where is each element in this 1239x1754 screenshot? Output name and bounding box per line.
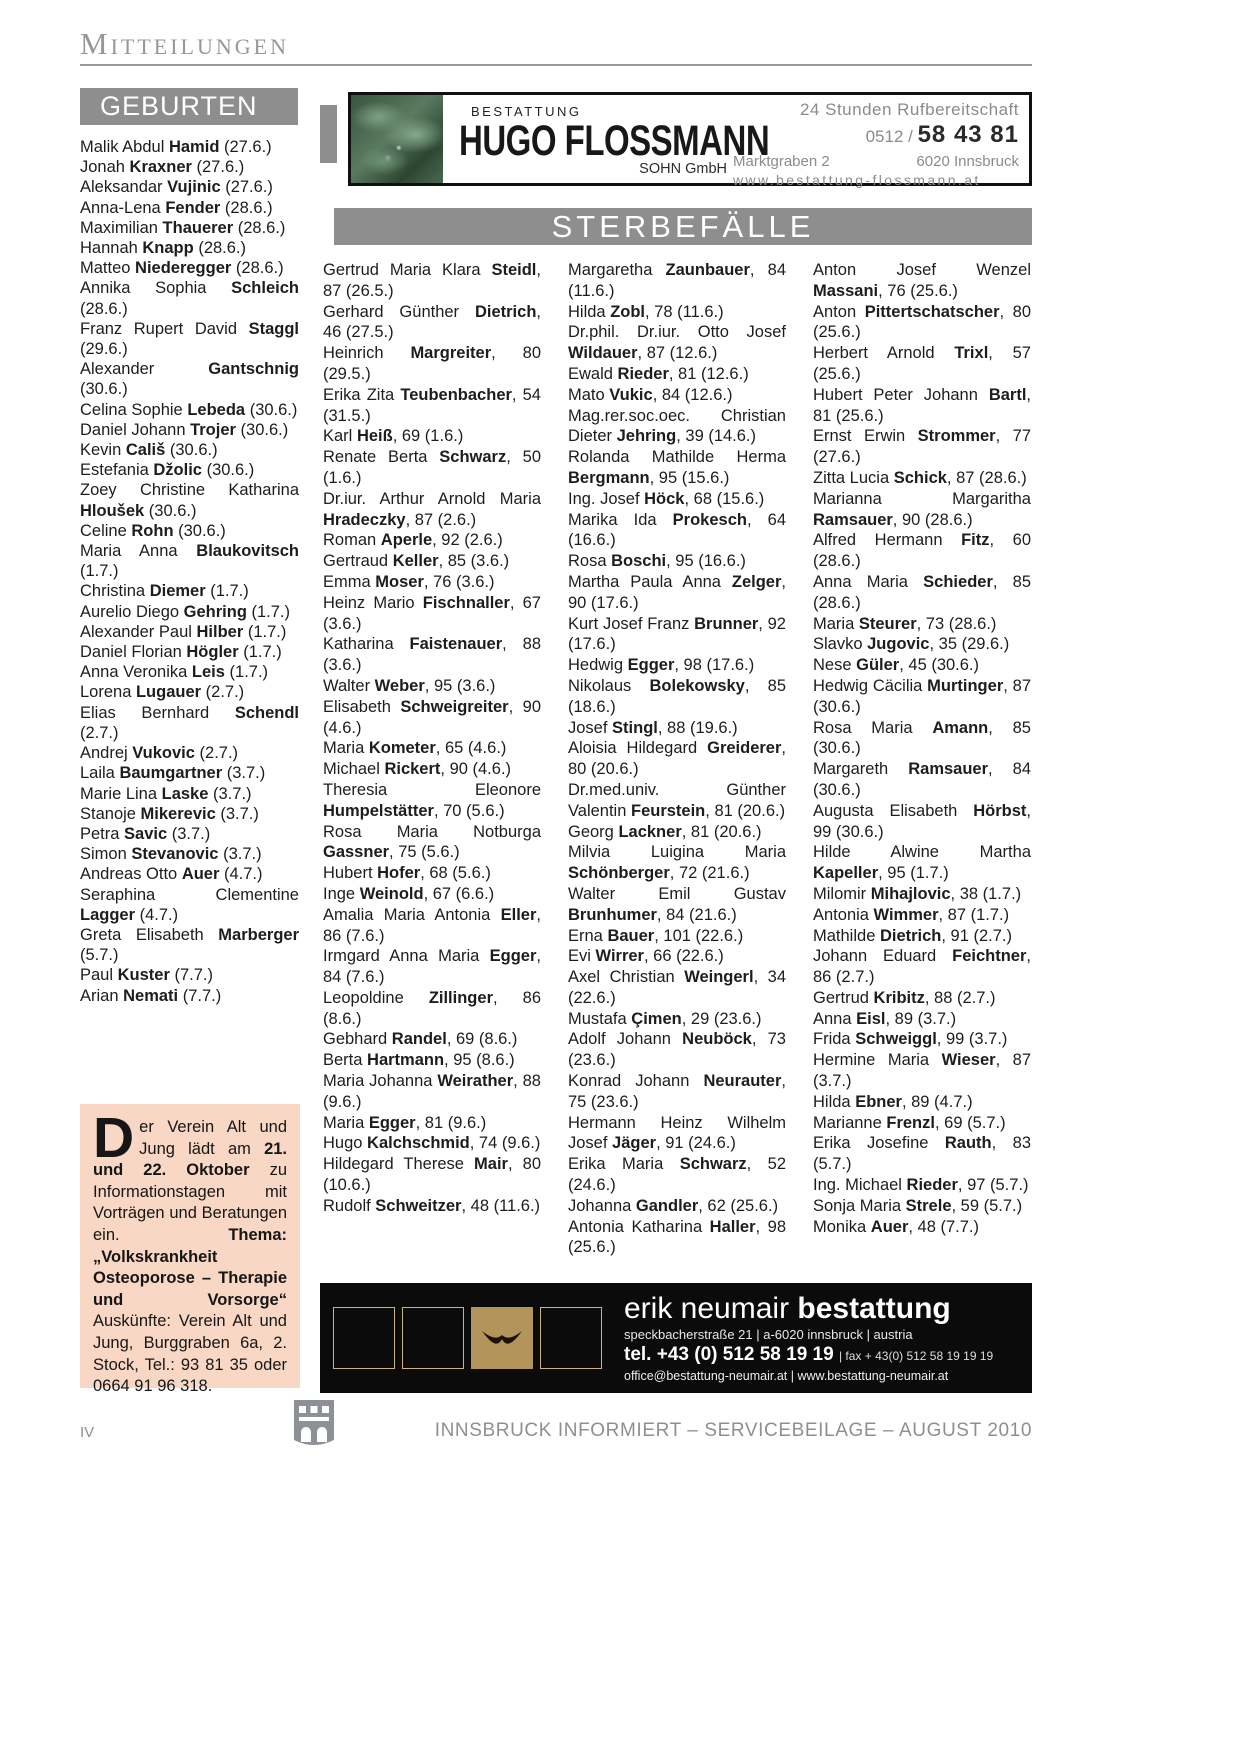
info-box-text: er Verein Alt und Jung lädt am 21. und 22. Oktober zu Informationstagen mit Vorträgen und Beratungen ein. Thema: „Volkskrankheit Osteoporose – Therapie und Vorsorge“ Auskünfte: Verein Alt und Jung, Burggraben 6a, 2. Stock, Tel.: 93 81 35 oder 0664 91 96 318. xyxy=(93,1118,288,1396)
flossmann-website: www.bestattung-flossmann.at xyxy=(733,172,981,188)
death-entry: Marianne Frenzl, 69 (5.7.) xyxy=(813,1113,1006,1132)
death-entry: Maria Johanna Weirather, 88 (9.6.) xyxy=(323,1072,541,1111)
footer-title: INNSBRUCK INFORMIERT – SERVICEBEILAGE – AUGUST 2010 xyxy=(434,1420,1032,1441)
death-entry: Berta Hartmann, 95 (8.6.) xyxy=(323,1051,515,1070)
deaths-section-title: STERBEFÄLLE xyxy=(334,208,1032,245)
death-entry: Konrad Johann Neurauter, 75 (23.6.) xyxy=(568,1072,786,1111)
birth-entry: Jonah Kraxner (27.6.) xyxy=(80,158,245,177)
death-entry: Nese Güler, 45 (30.6.) xyxy=(813,656,980,675)
dropcap: D xyxy=(93,1106,135,1170)
page-kicker: Mitteilungen xyxy=(80,26,289,61)
birth-entry: Alexander Gantschnig (30.6.) xyxy=(80,360,299,399)
birth-entry: Seraphina Clementine Lagger (4.7.) xyxy=(80,885,299,924)
birth-entry: Daniel Johann Trojer (30.6.) xyxy=(80,420,289,439)
death-entry: Emma Moser, 76 (3.6.) xyxy=(323,572,495,591)
flossmann-sub: SOHN GmbH xyxy=(639,161,727,177)
death-entry: Amalia Maria Antonia Eller, 86 (7.6.) xyxy=(323,905,541,945)
death-entry: Maria Kometer, 65 (4.6.) xyxy=(323,739,507,758)
death-entry: Heinrich Margreiter, 80 (29.5.) xyxy=(323,344,541,383)
neumair-phone: tel. +43 (0) 512 58 19 19 | fax + 43(0) 512 58 19 19 19 xyxy=(624,1343,994,1365)
birth-entry: Arian Nemati (7.7.) xyxy=(80,986,222,1005)
death-entry: Hilda Zobl, 78 (11.6.) xyxy=(568,302,724,321)
birth-entry: Christina Diemer (1.7.) xyxy=(80,582,249,601)
birth-entry: Anna-Lena Fender (28.6.) xyxy=(80,198,273,217)
death-entry: Marianna Margaritha Ramsauer, 90 (28.6.) xyxy=(813,489,1031,529)
death-entry: Maria Steurer, 73 (28.6.) xyxy=(813,614,997,633)
death-entry: Rosa Maria Notburga Gassner, 75 (5.6.) xyxy=(323,822,541,862)
decorative-gray-block xyxy=(320,105,337,163)
birth-entry: Marie Lina Laske (3.7.) xyxy=(80,784,252,803)
death-entry: Erika Zita Teubenbacher, 54 (31.5.) xyxy=(323,385,541,425)
death-entry: Irmgard Anna Maria Egger, 84 (7.6.) xyxy=(323,947,541,987)
birth-entry: Celine Rohn (30.6.) xyxy=(80,521,226,540)
flossmann-address xyxy=(733,153,1019,170)
birth-entry: Simon Stevanovic (3.7.) xyxy=(80,845,262,864)
death-entry: Hugo Kalchschmid, 74 (9.6.) xyxy=(323,1134,541,1153)
flossmann-phone-number: 58 43 81 xyxy=(917,121,1019,148)
death-entry: Marika Ida Prokesch, 64 (16.6.) xyxy=(568,510,786,550)
death-entry: Gebhard Randel, 69 (8.6.) xyxy=(323,1030,518,1049)
birth-entry: Celina Sophie Lebeda (30.6.) xyxy=(80,400,298,419)
death-entry: Elisabeth Schweigreiter, 90 (4.6.) xyxy=(323,697,541,737)
death-entry: Slavko Jugovic, 35 (29.6.) xyxy=(813,635,1010,654)
birth-entry: Kevin Cališ (30.6.) xyxy=(80,441,218,460)
death-entry: Hilde Alwine Martha Kapeller, 95 (1.7.) xyxy=(813,843,1031,883)
neumair-address: speckbacherstraße 21 | a-6020 innsbruck | austria xyxy=(624,1326,913,1342)
birth-entry: Daniel Florian Högler (1.7.) xyxy=(80,643,282,662)
birth-entry: Maximilian Thauerer (28.6.) xyxy=(80,218,286,237)
death-entry: Monika Auer, 48 (7.7.) xyxy=(813,1217,979,1236)
death-entry: Hedwig Cäcilia Murtinger, 87 (30.6.) xyxy=(813,676,1031,716)
death-entry: Gertrud Kribitz, 88 (2.7.) xyxy=(813,988,996,1007)
death-entry: Milomir Mihajlovic, 38 (1.7.) xyxy=(813,884,1022,903)
birth-entry: Elias Bernhard Schendl (2.7.) xyxy=(80,703,299,742)
death-entry: Antonia Wimmer, 87 (1.7.) xyxy=(813,905,1010,924)
birth-entry: Aleksandar Vujinic (27.6.) xyxy=(80,178,273,197)
death-entry: Herbert Arnold Trixl, 57 (25.6.) xyxy=(813,344,1031,383)
death-entry: Heinz Mario Fischnaller, 67 (3.6.) xyxy=(323,593,541,633)
death-entry: Aloisia Hildegard Greiderer, 80 (20.6.) xyxy=(568,739,786,779)
death-entry: Martha Paula Anna Zelger, 90 (17.6.) xyxy=(568,572,786,612)
death-entry: Ing. Josef Höck, 68 (15.6.) xyxy=(568,489,765,508)
square-outline xyxy=(333,1307,395,1369)
death-entry: Kurt Josef Franz Brunner, 92 (17.6.) xyxy=(568,614,786,654)
info-box-alt-und-jung xyxy=(80,1104,300,1396)
leaf-photo xyxy=(351,95,443,183)
death-entry: Walter Emil Gustav Brunhumer, 84 (21.6.) xyxy=(568,884,786,924)
flossmann-brand: HUGO FLOSSMANN xyxy=(459,116,770,164)
death-entry: Hedwig Egger, 98 (17.6.) xyxy=(568,656,755,675)
neumair-text-block xyxy=(624,1293,993,1383)
deaths-column-2 xyxy=(568,260,786,1258)
birth-entry: Hannah Knapp (28.6.) xyxy=(80,239,247,258)
birth-entry: Lorena Lugauer (2.7.) xyxy=(80,683,245,702)
death-entry: Margareth Ramsauer, 84 (30.6.) xyxy=(813,760,1031,799)
death-entry: Mustafa Çimen, 29 (23.6.) xyxy=(568,1009,762,1028)
death-entry: Adolf Johann Neuböck, 73 (23.6.) xyxy=(568,1030,786,1070)
death-entry: Leopoldine Zillinger, 86 (8.6.) xyxy=(323,988,541,1028)
death-entry: Dr.phil. Dr.iur. Otto Josef Wildauer, 87 (12.6.) xyxy=(568,323,786,363)
flossmann-logo-block xyxy=(443,95,770,183)
birth-entry: Greta Elisabeth Marberger (5.7.) xyxy=(80,925,299,965)
births-list xyxy=(80,137,299,1006)
flossmann-phone: 0512 / 58 43 81 xyxy=(865,121,1019,148)
death-entry: Theresia Eleonore Humpelstätter, 70 (5.6.) xyxy=(323,780,541,820)
flossmann-ad xyxy=(348,92,1032,186)
death-entry: Augusta Elisabeth Hörbst, 99 (30.6.) xyxy=(813,801,1031,841)
neumair-ad xyxy=(320,1283,1032,1393)
birth-entry: Laila Baumgartner (3.7.) xyxy=(80,764,266,783)
flossmann-street: Marktgraben 2 xyxy=(733,153,830,170)
death-entry: Mag.rer.soc.oec. Christian Dieter Jehring, 39 (14.6.) xyxy=(568,406,786,446)
death-entry: Johanna Gandler, 62 (25.6.) xyxy=(568,1196,779,1215)
death-entry: Nikolaus Bolekowsky, 85 (18.6.) xyxy=(568,676,786,716)
birth-entry: Stanoje Mikerevic (3.7.) xyxy=(80,804,259,823)
births-section-title: GEBURTEN xyxy=(80,88,298,125)
flossmann-service-line: 24 Stunden Rufbereitschaft xyxy=(799,100,1019,119)
death-entry: Rolanda Mathilde Herma Bergmann, 95 (15.6.) xyxy=(568,448,786,487)
death-entry: Anna Eisl, 89 (3.7.) xyxy=(813,1009,957,1028)
death-entry: Anton Pittertschatscher, 80 (25.6.) xyxy=(813,302,1031,342)
death-entry: Milvia Luigina Maria Schönberger, 72 (21.6.) xyxy=(568,843,786,883)
death-entry: Erika Maria Schwarz, 52 (24.6.) xyxy=(568,1155,786,1195)
flossmann-city: 6020 Innsbruck xyxy=(916,153,1019,170)
death-entry: Hermine Maria Wieser, 87 (3.7.) xyxy=(813,1051,1031,1091)
death-entry: Gertrud Maria Klara Steidl, 87 (26.5.) xyxy=(323,261,541,300)
death-entry: Ewald Rieder, 81 (12.6.) xyxy=(568,364,749,383)
birth-entry: Malik Abdul Hamid (27.6.) xyxy=(80,138,272,156)
footer-page-number: IV xyxy=(80,1424,95,1441)
death-entry: Ernst Erwin Strommer, 77 (27.6.) xyxy=(813,427,1031,467)
birth-entry: Franz Rupert David Staggl (29.6.) xyxy=(80,319,299,359)
birth-entry: Andrej Vukovic (2.7.) xyxy=(80,744,239,763)
birth-entry: Maria Anna Blaukovitsch (1.7.) xyxy=(80,542,299,581)
death-entry: Rosa Maria Amann, 85 (30.6.) xyxy=(813,718,1031,758)
death-entry: Axel Christian Weingerl, 34 (22.6.) xyxy=(568,968,787,1007)
birth-entry: Matteo Niederegger (28.6.) xyxy=(80,259,284,278)
death-entry: Hubert Hofer, 68 (5.6.) xyxy=(323,864,491,883)
death-entry: Josef Stingl, 88 (19.6.) xyxy=(568,718,738,737)
death-entry: Evi Wirrer, 66 (22.6.) xyxy=(568,947,724,966)
death-entry: Hubert Peter Johann Bartl, 81 (25.6.) xyxy=(813,385,1031,425)
neumair-email-web: office@bestattung-neumair.at | www.bestattung-neumair.at xyxy=(624,1368,949,1383)
birth-entry: Aurelio Diego Gehring (1.7.) xyxy=(80,602,291,621)
deaths-columns xyxy=(323,260,1032,1258)
death-entry: Mathilde Dietrich, 91 (2.7.) xyxy=(813,926,1013,945)
death-entry: Maria Egger, 81 (9.6.) xyxy=(323,1113,487,1132)
death-entry: Hilda Ebner, 89 (4.7.) xyxy=(813,1092,973,1111)
death-entry: Gertraud Keller, 85 (3.6.) xyxy=(323,552,510,571)
death-entry: Dr.iur. Arthur Arnold Maria Hradeczky, 87 (2.6.) xyxy=(323,489,541,529)
death-entry: Michael Rickert, 90 (4.6.) xyxy=(323,760,512,779)
birth-entry: Annika Sophia Schleich (28.6.) xyxy=(80,279,299,318)
death-entry: Georg Lackner, 81 (20.6.) xyxy=(568,822,762,841)
death-entry: Mato Vukic, 84 (12.6.) xyxy=(568,385,733,404)
flossmann-contact-block xyxy=(733,95,1029,188)
birth-entry: Zoey Christine Katharina Hloušek (30.6.) xyxy=(80,481,299,520)
birth-entry: Alexander Paul Hilber (1.7.) xyxy=(80,622,287,641)
birth-entry: Andreas Otto Auer (4.7.) xyxy=(80,865,263,884)
death-entry: Erika Josefine Rauth, 83 (5.7.) xyxy=(813,1134,1031,1174)
death-entry: Sonja Maria Strele, 59 (5.7.) xyxy=(813,1196,1023,1215)
death-entry: Karl Heiß, 69 (1.6.) xyxy=(323,427,464,446)
neumair-brand: erik neumair bestattung xyxy=(624,1292,951,1326)
death-entry: Katharina Faistenauer, 88 (3.6.) xyxy=(323,635,541,675)
death-entry: Erna Bauer, 101 (22.6.) xyxy=(568,926,744,945)
death-entry: Renate Berta Schwarz, 50 (1.6.) xyxy=(323,448,541,487)
death-entry: Hildegard Therese Mair, 80 (10.6.) xyxy=(323,1155,541,1195)
deaths-column-3 xyxy=(813,260,1031,1258)
death-entry: Anton Josef Wenzel Massani, 76 (25.6.) xyxy=(813,261,1031,300)
death-entry: Rudolf Schweitzer, 48 (11.6.) xyxy=(323,1196,541,1215)
square-outline xyxy=(402,1307,464,1369)
deaths-column-1 xyxy=(323,260,541,1258)
birth-entry: Estefania Džolic (30.6.) xyxy=(80,461,255,480)
header-rule xyxy=(80,64,1032,66)
death-entry: Dr.med.univ. Günther Valentin Feurstein, 81 (20.6.) xyxy=(568,780,786,820)
death-entry: Roman Aperle, 92 (2.6.) xyxy=(323,531,503,550)
death-entry: Walter Weber, 95 (3.6.) xyxy=(323,676,496,695)
death-entry: Antonia Katharina Haller, 98 (25.6.) xyxy=(568,1217,787,1257)
innsbruck-coat-of-arms-icon xyxy=(293,1400,335,1453)
death-entry: Gerhard Günther Dietrich, 46 (27.5.) xyxy=(323,302,541,342)
square-outline xyxy=(540,1307,602,1369)
death-entry: Inge Weinold, 67 (6.6.) xyxy=(323,884,495,903)
death-entry: Frida Schweiggl, 99 (3.7.) xyxy=(813,1030,1008,1049)
bird-logo-square xyxy=(471,1307,533,1369)
death-entry: Zitta Lucia Schick, 87 (28.6.) xyxy=(813,468,1027,487)
birth-entry: Petra Savic (3.7.) xyxy=(80,824,211,843)
bird-icon xyxy=(478,1323,526,1353)
death-entry: Ing. Michael Rieder, 97 (5.7.) xyxy=(813,1176,1029,1195)
birth-entry: Anna Veronika Leis (1.7.) xyxy=(80,663,269,682)
birth-entry: Paul Kuster (7.7.) xyxy=(80,966,213,985)
death-entry: Johann Eduard Feichtner, 86 (2.7.) xyxy=(813,947,1031,987)
death-entry: Anna Maria Schieder, 85 (28.6.) xyxy=(813,572,1031,612)
death-entry: Margaretha Zaunbauer, 84 (11.6.) xyxy=(568,261,786,300)
death-entry: Alfred Hermann Fitz, 60 (28.6.) xyxy=(813,531,1031,571)
death-entry: Hermann Heinz Wilhelm Josef Jäger, 91 (24.6.) xyxy=(568,1113,786,1153)
neumair-squares xyxy=(320,1307,602,1369)
death-entry: Rosa Boschi, 95 (16.6.) xyxy=(568,552,746,571)
flossmann-kicker: BESTATTUNG xyxy=(471,104,582,119)
